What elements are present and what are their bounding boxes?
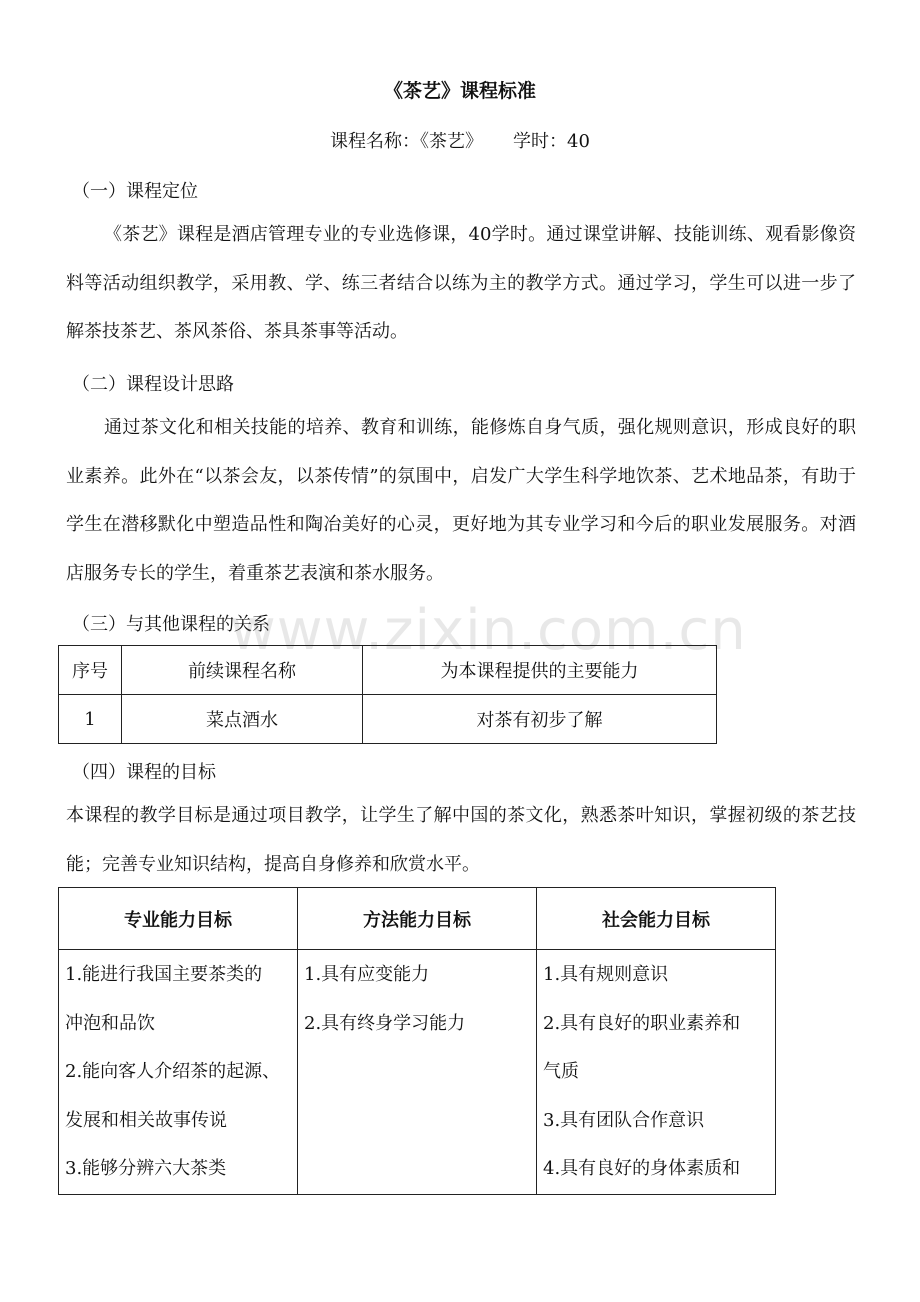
- objective-line: 冲泡和品饮: [65, 1012, 155, 1034]
- course-name: 课程名称：《茶艺》: [330, 131, 484, 152]
- objective-line: 3.具有团队合作意识: [543, 1109, 705, 1131]
- table-header-row: [59, 888, 776, 950]
- table-header-cell: 为本课程提供的主要能力: [363, 646, 717, 695]
- course-hours: 学时：40: [513, 131, 590, 152]
- table-header-cell: 社会能力目标: [537, 888, 776, 950]
- objective-line: 发展和相关故事传说: [65, 1109, 227, 1131]
- table-cell: 对茶有初步了解: [363, 695, 717, 744]
- table-row: [59, 950, 776, 1195]
- objective-line: 气质: [543, 1061, 579, 1082]
- objective-line: 2.具有良好的职业素养和: [543, 1012, 741, 1034]
- section-2-paragraph: 通过茶文化和相关技能的培养、教育和训练，能修炼自身气质，强化规则意识，形成良好的职业素养。此外在“以茶会友，以茶传情”的氛围中，启发广大学生科学地饮茶、艺术地品茶，有助于学生在潜移默化中塑造品性和陶冶美好的心灵，更好地为其专业学习和今后的职业发展服务。对酒店服务专长的学生，着重茶艺表演和茶水服务。: [66, 417, 856, 584]
- watermark: www.zixin.com.cn: [230, 598, 747, 663]
- table-row: [59, 695, 717, 744]
- objective-line: 1.能进行我国主要茶类的: [65, 964, 263, 985]
- document-title: 《茶艺》课程标准: [383, 80, 536, 102]
- objective-line: 1.具有规则意识: [543, 964, 669, 985]
- course-objectives-table: [58, 887, 776, 1195]
- table-cell: 菜点酒水: [122, 695, 363, 744]
- section-1-paragraph: 《茶艺》课程是酒店管理专业的专业选修课，40学时。通过课堂讲解、技能训练、观看影像资料等活动组织教学，采用教、学、练三者结合以练为主的教学方式。通过学习，学生可以进一步了解茶技茶艺、茶风茶俗、茶具茶事等活动。: [66, 224, 856, 342]
- table-header-cell: 专业能力目标: [59, 888, 298, 950]
- table-header-cell: 序号: [59, 646, 122, 695]
- method-ability-cell: [298, 950, 537, 1195]
- social-ability-cell: [537, 950, 776, 1195]
- course-info: [0, 127, 920, 153]
- objective-line: 2.具有终身学习能力: [304, 1012, 466, 1034]
- objective-line: 4.具有良好的身体素质和: [543, 1158, 741, 1179]
- table-header-cell: 方法能力目标: [298, 888, 537, 950]
- table-header-row: [59, 646, 717, 695]
- related-courses-table: [58, 645, 717, 744]
- section-4-heading: （四）课程的目标: [72, 762, 216, 783]
- professional-ability-cell: [59, 950, 298, 1195]
- objective-line: 3.能够分辨六大茶类: [65, 1158, 227, 1179]
- objective-line: 2.能向客人介绍茶的起源、: [65, 1061, 281, 1082]
- section-4-paragraph: 本课程的教学目标是通过项目教学，让学生了解中国的茶文化，熟悉茶叶知识，掌握初级的茶艺技能；完善专业知识结构，提高自身修养和欣赏水平。: [66, 805, 856, 875]
- table-header-cell: 前续课程名称: [122, 646, 363, 695]
- section-3-heading: （三）与其他课程的关系: [72, 614, 270, 635]
- table-cell: 1: [59, 695, 122, 744]
- section-2-heading: （二）课程设计思路: [72, 374, 234, 395]
- section-1-heading: （一）课程定位: [72, 181, 198, 202]
- objective-line: 1.具有应变能力: [304, 964, 430, 985]
